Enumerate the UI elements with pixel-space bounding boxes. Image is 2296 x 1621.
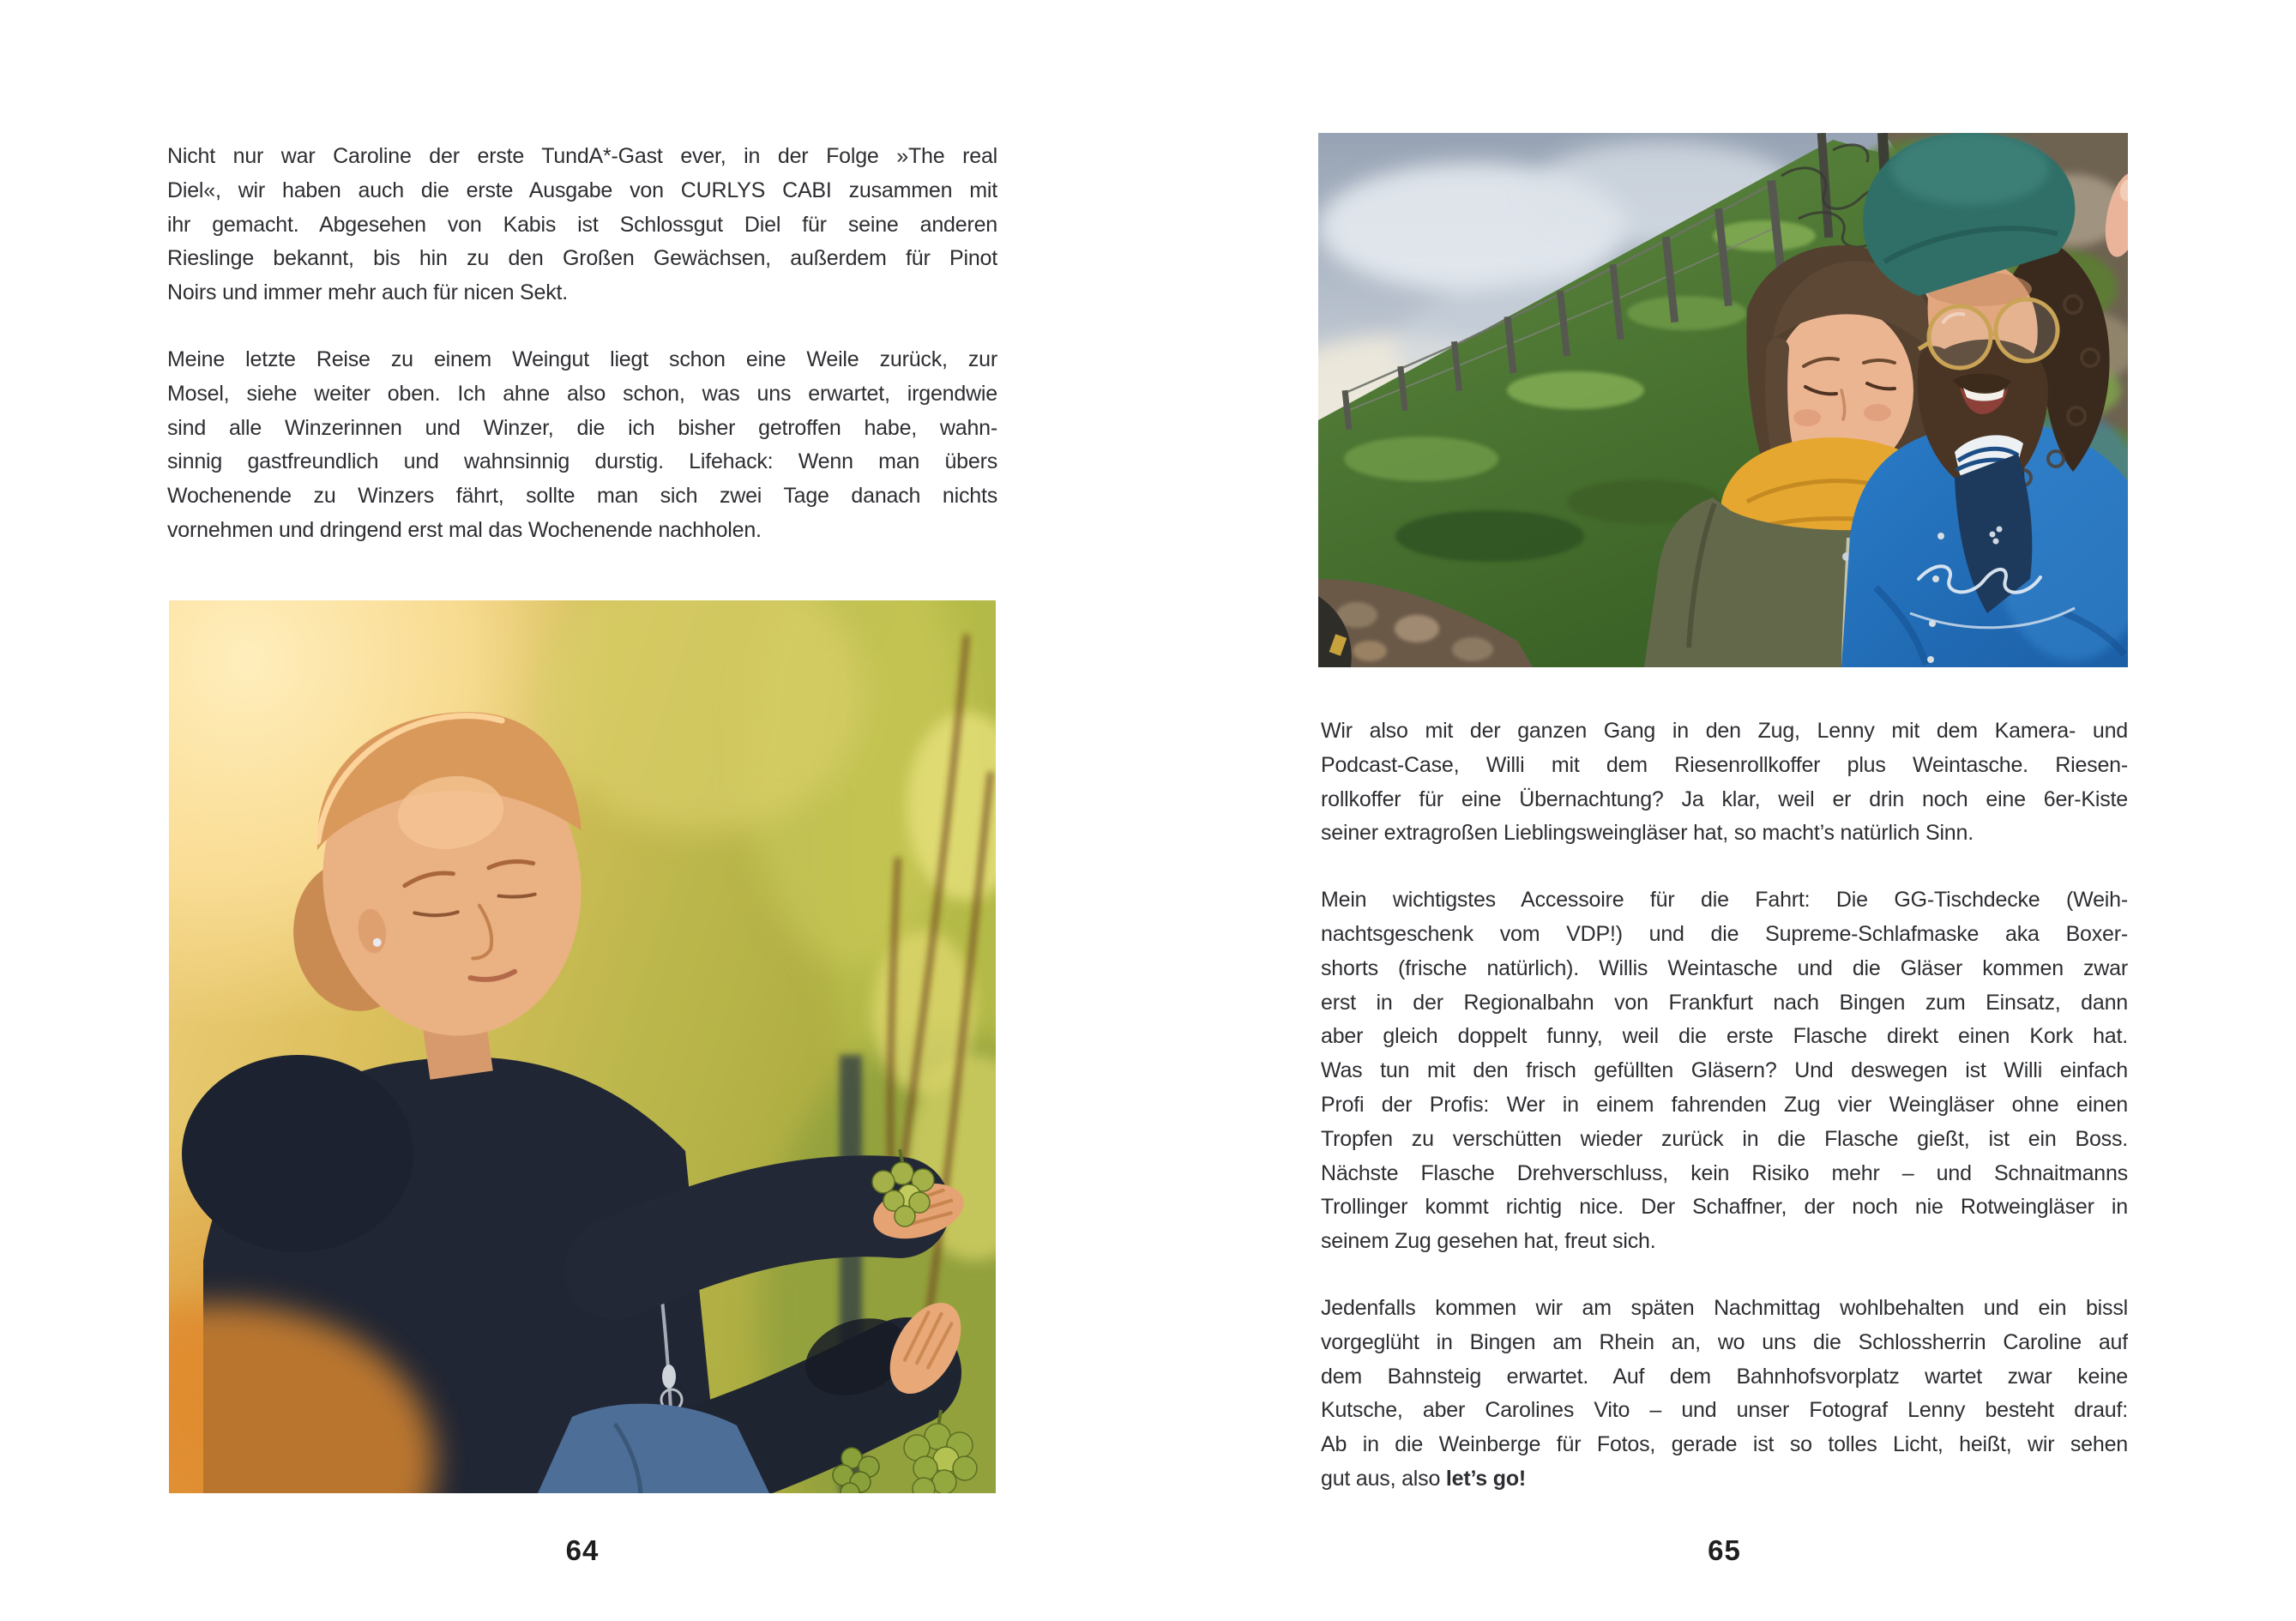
- text-line: Diel«, wir haben auch die erste Ausgabe von CURLYS CABI zusammen mit: [167, 178, 997, 202]
- text-line: dem Bahnsteig erwartet. Auf dem Bahnhofsvorplatz wartet zwar keine: [1321, 1364, 2128, 1389]
- text-line: vorgeglüht in Bingen am Rhein an, wo uns die Schlossherrin Caroline auf: [1321, 1329, 2128, 1354]
- text-line: erst in der Regionalbahn von Frankfurt nach Bingen zum Einsatz, dann: [1321, 990, 2128, 1015]
- text-line: aber gleich doppelt funny, weil die erste Flasche direkt einen Kork hat.: [1321, 1024, 2128, 1049]
- text-line: Kutsche, aber Carolines Vito – und unser Fotograf Lenny besteht drauf:: [1321, 1398, 2128, 1423]
- text-line: Noirs und immer mehr auch für nicen Sekt.: [167, 280, 568, 305]
- text-line: seinem Zug gesehen hat, freut sich.: [1321, 1229, 1656, 1254]
- text-line: rollkoffer für eine Übernachtung? Ja klar, weil er drin noch eine 6er-Kiste: [1321, 786, 2128, 811]
- photo-vineyard-grape-picking: [169, 600, 996, 1493]
- text-line: vornehmen und dringend erst mal das Wochenende nachholen.: [167, 517, 762, 542]
- text-line: Jedenfalls kommen wir am späten Nachmittag wohlbehalten und ein bissl: [1321, 1295, 2128, 1320]
- text-line: ihr gemacht. Abgesehen von Kabis ist Schlossgut Diel für seine anderen: [167, 212, 997, 237]
- text-line: [1321, 1462, 2128, 1497]
- vineyard-photo-illustration: [169, 600, 996, 1493]
- text-line: Ab in die Weinberge für Fotos, gerade ist so tolles Licht, heißt, wir sehen: [1321, 1432, 2128, 1457]
- photo-two-people-vineyard: [1318, 133, 2128, 667]
- text-line: Rieslinge bekannt, bis hin zu den Großen Gewächsen, außerdem für Pinot: [167, 246, 997, 271]
- text-line: Trollinger kommt richtig nice. Der Schaffner, der noch nie Rotweingläser in: [1321, 1195, 2128, 1220]
- text-line: Was tun mit den frisch gefüllten Gläsern? Und deswegen ist Willi einfach: [1321, 1058, 2128, 1083]
- paragraph: [167, 140, 997, 310]
- text-line: shorts (frische natürlich). Willis Weintasche und die Gläser kommen zwar: [1321, 955, 2128, 980]
- page-number-left: 64: [565, 1534, 600, 1566]
- text-run: gut aus, also: [1321, 1466, 1446, 1491]
- text-line: Meine letzte Reise zu einem Weingut liegt schon eine Weile zurück, zur: [167, 346, 997, 371]
- bold-phrase: let’s go!: [1445, 1466, 1527, 1491]
- vineyard-couple-photo-illustration: [1318, 133, 2128, 667]
- left-text-column: [167, 140, 997, 548]
- text-line: seiner extragroßen Lieblingsweingläser hat, so macht’s natürlich Sinn.: [1321, 821, 1974, 846]
- text-line: Nächste Flasche Drehverschluss, kein Risiko mehr – und Schnaitmanns: [1321, 1160, 2128, 1185]
- text-line: Mosel, siehe weiter oben. Ich ahne also schon, was uns erwartet, irgendwie: [167, 381, 997, 406]
- text-line: Profi der Profis: Wer in einem fahrenden Zug vier Weingläser ohne einen: [1321, 1092, 2128, 1117]
- paragraph: [1321, 714, 2128, 851]
- text-line: Tropfen zu verschütten wieder zurück in die Flasche gießt, ist ein Boss.: [1321, 1126, 2128, 1151]
- paragraph: [1321, 883, 2128, 1259]
- text-line: Wochenende zu Winzers fährt, sollte man sich zwei Tage danach nichts: [167, 484, 997, 509]
- text-line: nachtsgeschenk vom VDP!) und die Supreme-Schlafmaske aka Boxer-: [1321, 921, 2128, 946]
- text-line: Mein wichtigstes Accessoire für die Fahrt: Die GG-Tischdecke (Weih-: [1321, 888, 2128, 913]
- paragraph: [1321, 1292, 2128, 1497]
- text-line: sind alle Winzerinnen und Winzer, die ich bisher getroffen habe, wahn-: [167, 415, 997, 440]
- text-line: Podcast-Case, Willi mit dem Riesenrollkoffer plus Weintasche. Riesen-: [1321, 752, 2128, 777]
- paragraph: [167, 343, 997, 548]
- text-line: sinnig gastfreundlich und wahnsinnig durstig. Lifehack: Wenn man übers: [167, 449, 997, 474]
- text-line: Wir also mit der ganzen Gang in den Zug, Lenny mit dem Kamera- und: [1321, 719, 2128, 743]
- page-number-right: 65: [1708, 1534, 1741, 1566]
- right-text-column: [1321, 714, 2128, 1497]
- text-line: Nicht nur war Caroline der erste TundA*-Gast ever, in der Folge »The real: [167, 144, 997, 168]
